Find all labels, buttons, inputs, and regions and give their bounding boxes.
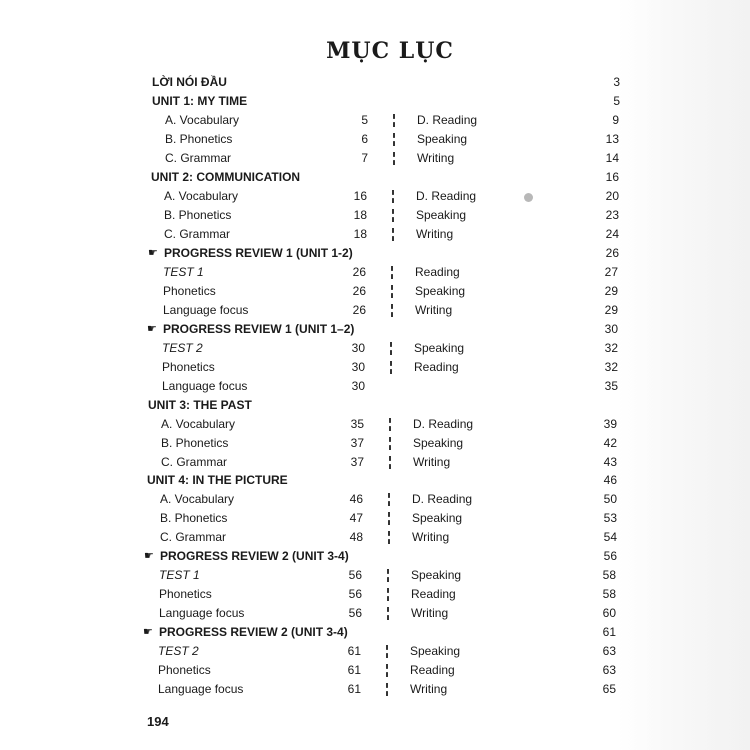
toc-row	[0, 244, 750, 263]
toc-row	[0, 225, 750, 244]
column-separator	[393, 133, 395, 146]
column-separator	[387, 569, 389, 582]
toc-heading: LỜI NÓI ĐẦU	[152, 75, 227, 89]
toc-item-label: C. Grammar	[160, 530, 226, 544]
toc-item-page: 7	[361, 151, 368, 165]
toc-right-page: 14	[605, 151, 619, 165]
toc-row	[0, 680, 750, 699]
column-separator	[389, 437, 391, 450]
toc-heading: UNIT 2: COMMUNICATION	[151, 170, 301, 184]
toc-item-label: Phonetics	[158, 663, 211, 677]
toc-right-page: 58	[602, 587, 616, 601]
toc-right-page: 32	[604, 341, 618, 355]
toc-item-label: TEST 2	[162, 341, 203, 355]
column-separator	[392, 190, 394, 203]
toc-item-label: TEST 2	[158, 644, 199, 658]
toc-item-page: 56	[348, 587, 362, 601]
toc-item-label: B. Phonetics	[165, 132, 233, 146]
toc-row	[0, 377, 750, 396]
toc-item-right-label: Reading	[411, 587, 456, 601]
toc-row	[0, 320, 750, 339]
column-separator	[386, 664, 388, 677]
toc-right-page: 32	[604, 360, 618, 374]
toc-row	[0, 434, 750, 453]
toc-row	[0, 453, 750, 472]
toc-item-right-label: Writing	[417, 151, 455, 165]
pointing-hand-icon: ☛	[148, 247, 158, 259]
toc-heading: UNIT 3: THE PAST	[148, 398, 252, 412]
toc-row	[0, 585, 750, 604]
page-title: MỤC LỤC	[326, 38, 454, 64]
column-separator	[393, 114, 395, 127]
toc-right-page: 16	[605, 170, 619, 184]
toc-item-page: 46	[349, 492, 363, 506]
toc-item-label: C. Grammar	[161, 455, 227, 469]
toc-item-label: Language focus	[158, 682, 244, 696]
toc-right-page: 42	[603, 436, 617, 450]
toc-row	[0, 206, 750, 225]
toc-item-label: Language focus	[159, 606, 245, 620]
toc-item-label: C. Grammar	[165, 151, 231, 165]
toc-row	[0, 415, 750, 434]
toc-row	[0, 528, 750, 547]
toc-row	[0, 547, 750, 566]
toc-right-page: 50	[603, 492, 617, 506]
toc-right-page: 13	[605, 132, 619, 146]
toc-item-label: B. Phonetics	[164, 208, 232, 222]
toc-item-right-label: Writing	[413, 455, 451, 469]
toc-item-label: A. Vocabulary	[164, 189, 239, 203]
toc-item-page: 18	[353, 227, 367, 241]
column-separator	[391, 285, 393, 298]
toc-item-right-label: Speaking	[416, 208, 467, 222]
toc-item-page: 56	[348, 606, 362, 620]
toc-item-label: Language focus	[162, 379, 248, 393]
toc-item-label: A. Vocabulary	[161, 417, 236, 431]
toc-right-page: 3	[613, 75, 620, 89]
toc-item-page: 5	[361, 113, 368, 127]
toc-right-page: 27	[604, 265, 618, 279]
toc-item-right-label: Writing	[412, 530, 450, 544]
toc-item-page: 6	[361, 132, 368, 146]
toc-right-page: 35	[604, 379, 618, 393]
toc-item-right-label: D. Reading	[416, 189, 477, 203]
toc-item-label: Phonetics	[163, 284, 216, 298]
toc-item-right-label: D. Reading	[413, 417, 474, 431]
toc-row	[0, 301, 750, 320]
column-separator	[390, 361, 392, 374]
toc-review-heading: PROGRESS REVIEW 1 (UNIT 1-2)	[164, 246, 353, 260]
toc-row	[0, 282, 750, 301]
column-separator	[392, 228, 394, 241]
toc-row	[0, 623, 750, 642]
toc-item-page: 35	[350, 417, 364, 431]
toc-review-heading: PROGRESS REVIEW 2 (UNIT 3-4)	[160, 549, 349, 563]
column-separator	[392, 209, 394, 222]
pointing-hand-icon: ☛	[143, 626, 153, 638]
toc-right-page: 30	[604, 322, 618, 336]
toc-row	[0, 339, 750, 358]
toc-item-right-label: Speaking	[413, 436, 464, 450]
toc-row	[0, 642, 750, 661]
column-separator	[388, 512, 390, 525]
column-separator	[389, 418, 391, 431]
toc-item-page: 26	[352, 265, 366, 279]
column-separator	[387, 588, 389, 601]
toc-right-page: 24	[605, 227, 619, 241]
toc-item-right-label: Speaking	[415, 284, 466, 298]
toc-item-right-label: Writing	[410, 682, 448, 696]
toc-item-label: Phonetics	[162, 360, 215, 374]
toc-item-label: TEST 1	[159, 568, 200, 582]
toc-row	[0, 396, 750, 415]
toc-right-page: 20	[605, 189, 619, 203]
column-separator	[391, 266, 393, 279]
toc-right-page: 54	[603, 530, 617, 544]
toc-row	[0, 73, 750, 92]
toc-right-page: 53	[603, 511, 617, 525]
toc-item-right-label: Writing	[416, 227, 454, 241]
toc-heading: UNIT 4: IN THE PICTURE	[147, 473, 288, 487]
toc-item-page: 37	[350, 455, 364, 469]
toc-item-right-label: Speaking	[410, 644, 461, 658]
toc-right-page: 63	[602, 663, 616, 677]
toc-item-page: 61	[347, 644, 361, 658]
column-separator	[391, 304, 393, 317]
toc-row	[0, 509, 750, 528]
column-separator	[386, 683, 388, 696]
toc-right-page: 39	[603, 417, 617, 431]
toc-item-right-label: D. Reading	[417, 113, 478, 127]
toc-right-page: 9	[612, 113, 619, 127]
column-separator	[393, 152, 395, 165]
toc-row	[0, 471, 750, 490]
toc-row	[0, 661, 750, 680]
toc-item-page: 56	[348, 568, 362, 582]
toc-item-right-label: Writing	[411, 606, 449, 620]
toc-item-label: A. Vocabulary	[160, 492, 235, 506]
toc-item-label: TEST 1	[163, 265, 204, 279]
toc-row	[0, 263, 750, 282]
column-separator	[388, 531, 390, 544]
toc-row	[0, 358, 750, 377]
page-number: 194	[147, 714, 169, 729]
toc-item-page: 30	[351, 360, 365, 374]
toc-item-page: 37	[350, 436, 364, 450]
toc-row	[0, 130, 750, 149]
toc-item-page: 26	[352, 284, 366, 298]
toc-row	[0, 111, 750, 130]
column-separator	[387, 607, 389, 620]
toc-item-right-label: Reading	[410, 663, 455, 677]
toc-item-page: 16	[353, 189, 367, 203]
toc-row	[0, 566, 750, 585]
toc-item-right-label: Reading	[415, 265, 460, 279]
toc-item-page: 26	[352, 303, 366, 317]
toc-row	[0, 490, 750, 509]
toc-item-page: 30	[351, 379, 365, 393]
toc-right-page: 26	[605, 246, 619, 260]
toc-right-page: 29	[604, 284, 618, 298]
toc-right-page: 65	[602, 682, 616, 696]
toc-right-page: 60	[602, 606, 616, 620]
toc-row	[0, 168, 750, 187]
toc-item-label: Phonetics	[159, 587, 212, 601]
toc-row	[0, 92, 750, 111]
toc-row	[0, 149, 750, 168]
toc-review-heading: PROGRESS REVIEW 2 (UNIT 3-4)	[159, 625, 348, 639]
toc-item-page: 30	[351, 341, 365, 355]
column-separator	[390, 342, 392, 355]
toc-right-page: 23	[605, 208, 619, 222]
toc-item-label: B. Phonetics	[160, 511, 228, 525]
toc-row	[0, 187, 750, 206]
toc-item-label: Language focus	[163, 303, 249, 317]
toc-item-label: C. Grammar	[164, 227, 230, 241]
toc-heading: UNIT 1: MY TIME	[152, 94, 248, 108]
toc-right-page: 5	[613, 94, 620, 108]
toc-item-right-label: Writing	[415, 303, 453, 317]
toc-item-right-label: Speaking	[412, 511, 463, 525]
toc-review-heading: PROGRESS REVIEW 1 (UNIT 1–2)	[163, 322, 355, 336]
pointing-hand-icon: ☛	[144, 550, 154, 562]
toc-item-page: 61	[347, 682, 361, 696]
column-separator	[386, 645, 388, 658]
toc-item-page: 48	[349, 530, 363, 544]
toc-item-right-label: D. Reading	[412, 492, 473, 506]
toc-item-right-label: Speaking	[414, 341, 465, 355]
toc-item-page: 18	[353, 208, 367, 222]
column-separator	[389, 456, 391, 469]
toc-item-page: 61	[347, 663, 361, 677]
toc-item-right-label: Speaking	[411, 568, 462, 582]
pointing-hand-icon: ☛	[147, 323, 157, 335]
toc-right-page: 58	[602, 568, 616, 582]
toc-item-label: B. Phonetics	[161, 436, 229, 450]
toc-item-right-label: Speaking	[417, 132, 468, 146]
toc-right-page: 61	[602, 625, 616, 639]
toc-right-page: 46	[603, 473, 617, 487]
toc-item-page: 47	[349, 511, 363, 525]
toc-right-page: 43	[603, 455, 617, 469]
column-separator	[388, 493, 390, 506]
toc-right-page: 56	[603, 549, 617, 563]
toc-right-page: 63	[602, 644, 616, 658]
toc-row	[0, 604, 750, 623]
toc-right-page: 29	[604, 303, 618, 317]
toc-item-label: A. Vocabulary	[165, 113, 240, 127]
toc-item-right-label: Reading	[414, 360, 459, 374]
